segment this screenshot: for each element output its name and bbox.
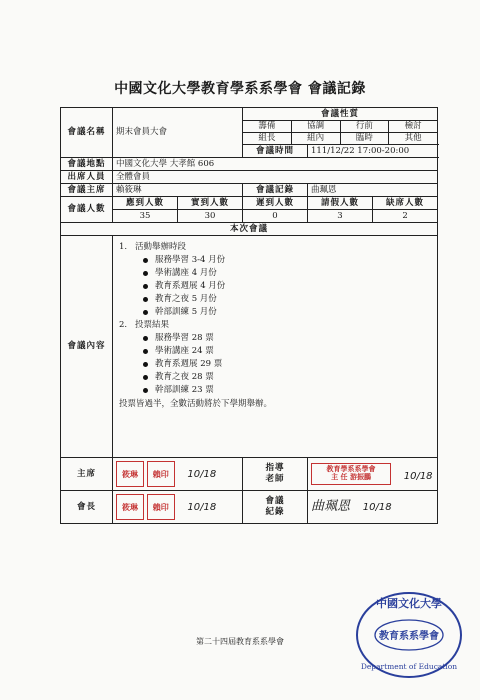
conclusion-text: 投票皆過半，全數活動將於下學期舉辦。	[119, 399, 273, 409]
bullet-icon	[143, 388, 148, 393]
meeting-name: 期末會員大會	[113, 108, 243, 158]
bullet-icon	[143, 284, 148, 289]
meeting-name-label: 會議名稱	[61, 108, 113, 158]
name-stamp: 筱琳	[116, 494, 144, 520]
bullet-icon	[143, 375, 148, 380]
list-item: 教育之夜 28 票	[143, 371, 431, 384]
chair-name: 賴筱琳	[113, 184, 243, 197]
list-item: 學術講座 24 票	[143, 345, 431, 358]
list-item: 教育之夜 5 月份	[143, 293, 431, 306]
name-stamp: 筱琳	[116, 461, 144, 487]
count-header: 缺席人數	[373, 197, 438, 210]
document-title: 中國文化大學教育學系系學會 會議記錄	[114, 81, 366, 97]
seal-stamp: 賴印	[147, 461, 175, 487]
chair-signature	[113, 458, 243, 491]
list-item: 學術講座 4 月份	[143, 267, 431, 280]
bullet-icon	[143, 336, 148, 341]
meeting-place: 中國文化大學 大孝館 606	[113, 158, 438, 171]
attendees-label: 出席人員	[61, 171, 113, 184]
advisor-stamp: 教育學系系學會 主 任 游振鵬	[311, 463, 391, 485]
nature-option: 組長	[243, 133, 292, 144]
nature-option: 籌備	[243, 121, 292, 132]
list-item: 教育系週展 29 票	[143, 358, 431, 371]
item-number: 2.	[119, 320, 128, 330]
recorder-label: 會議記錄	[243, 184, 308, 197]
bullet-icon	[143, 258, 148, 263]
count-label: 會議人數	[61, 197, 113, 223]
nature-option: 其他	[404, 133, 422, 143]
nature-option: 檢討	[404, 121, 422, 131]
list-item: 教育系週展 4 月份	[143, 280, 431, 293]
list-item: 幹部訓練 5 月份	[143, 306, 431, 319]
minutes-table	[60, 107, 438, 524]
nature-option: 臨時	[341, 133, 390, 144]
item-title: 活動舉辦時段	[135, 242, 187, 252]
recorder-signature	[308, 491, 438, 524]
recorder-name: 曲珮恩	[308, 184, 438, 197]
bullet-icon	[143, 297, 148, 302]
item-1-list	[119, 254, 431, 319]
nature-option: 協調	[292, 121, 341, 132]
count-value: 30	[178, 210, 243, 223]
agenda-item-1	[119, 241, 431, 254]
item-title: 投票結果	[135, 320, 170, 330]
recorder-sign-label: 會議 紀錄	[243, 491, 308, 524]
seal-bottom-text: Department of Education	[360, 662, 458, 671]
advisor-label: 指導 老師	[243, 458, 308, 491]
meeting-nature-label: 會議性質	[243, 108, 438, 121]
signature-date: 10/18	[187, 501, 217, 513]
meeting-content	[113, 236, 438, 458]
president-signature	[113, 491, 243, 524]
advisor-signature	[308, 458, 438, 491]
meeting-place-label: 會議地點	[61, 158, 113, 171]
seal-middle-text: 教育系系學會	[379, 631, 439, 642]
list-item: 幹部訓練 23 票	[143, 384, 431, 397]
handwritten-signature: 曲珮恩	[311, 498, 351, 514]
signature-date: 10/18	[403, 471, 433, 482]
list-item: 服務學習 3-4 月份	[143, 254, 431, 267]
agenda-item-2	[119, 319, 431, 332]
bullet-icon	[143, 349, 148, 354]
count-header: 請假人數	[308, 197, 373, 210]
bullet-icon	[143, 271, 148, 276]
item-number: 1.	[119, 242, 128, 252]
item-2-list	[119, 332, 431, 397]
meeting-time: 111/12/22 17:00-20:00	[308, 145, 438, 158]
count-value: 3	[308, 210, 373, 223]
seal-top-text: 中國文化大學	[376, 597, 442, 610]
department-seal	[354, 590, 464, 680]
footer-text: 第二十四屆教育系系學會	[196, 637, 284, 646]
count-value: 0	[243, 210, 308, 223]
meeting-time-label: 會議時間	[243, 145, 308, 158]
list-item: 服務學習 28 票	[143, 332, 431, 345]
nature-option: 行前	[341, 121, 390, 132]
count-header: 遲到人數	[243, 197, 308, 210]
count-value: 2	[373, 210, 438, 223]
bullet-icon	[143, 362, 148, 367]
content-label: 會議內容	[61, 236, 113, 458]
signature-date: 10/18	[187, 468, 217, 480]
chair-sign-label: 主席	[61, 458, 113, 491]
bullet-icon	[143, 310, 148, 315]
signature-date: 10/18	[362, 501, 392, 513]
count-value: 35	[113, 210, 178, 223]
nature-option: 組內	[292, 133, 341, 144]
chair-label: 會議主席	[61, 184, 113, 197]
attendees: 全體會員	[113, 171, 438, 184]
count-header: 實到人數	[178, 197, 243, 210]
seal-stamp: 賴印	[147, 494, 175, 520]
count-header: 應到人數	[113, 197, 178, 210]
president-label: 會長	[61, 491, 113, 524]
section-heading: 本次會議	[61, 223, 438, 236]
